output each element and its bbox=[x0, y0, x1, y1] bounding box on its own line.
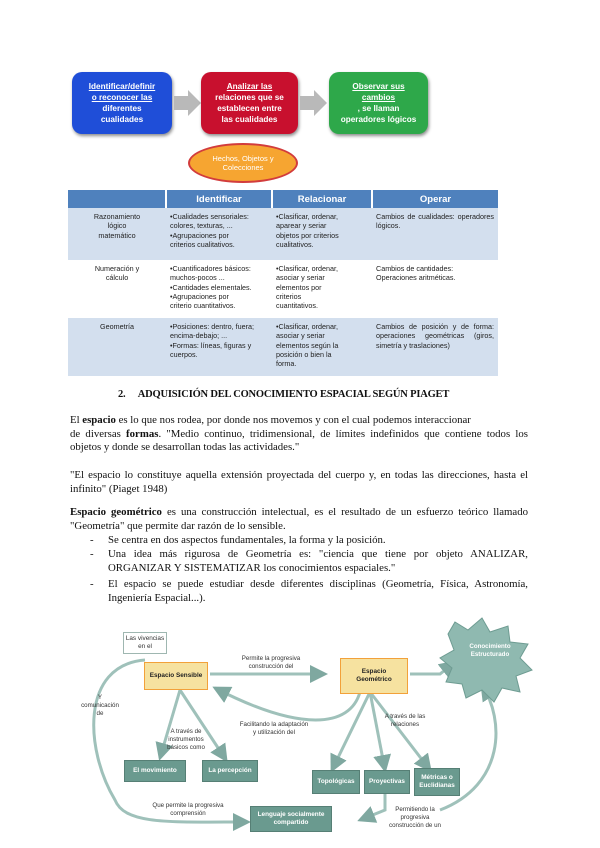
diagram-traves-relaciones bbox=[372, 713, 438, 729]
hechos-oval-text: Hechos, Objetos y Colecciones bbox=[212, 153, 274, 172]
diagram-metricas bbox=[414, 768, 460, 796]
cell-line: cuantitativos. bbox=[276, 301, 318, 311]
diagram-text-line: Espacio bbox=[361, 667, 387, 675]
bullet-dash: - bbox=[90, 534, 94, 546]
cell-line: •Clasificar, ordenar, bbox=[276, 264, 339, 273]
diagram-permitiendo bbox=[382, 806, 448, 830]
cell-relacionar bbox=[272, 208, 372, 260]
row-label-line: lógico bbox=[107, 221, 127, 231]
cell-line: muchos-pocos ... bbox=[170, 273, 225, 283]
diagram-vivencias bbox=[123, 632, 167, 654]
diagram-text-line: Conocimiento bbox=[469, 643, 511, 650]
cell-line: •Cualidades sensoriales: bbox=[170, 212, 249, 221]
text-bold: espacio bbox=[82, 414, 116, 426]
cell-line: cualitativos. bbox=[276, 240, 314, 250]
cell-line: colores, texturas, ... bbox=[170, 221, 233, 231]
diagram-text-line: Topológicas bbox=[317, 777, 355, 785]
section-title: ADQUISICIÓN DEL CONOCIMIENTO ESPACIAL SEGÚN PIAGET bbox=[137, 389, 450, 400]
row-label-line: cálculo bbox=[105, 273, 129, 283]
row-label-line: Razonamiento bbox=[93, 212, 141, 221]
cell-line: criterios bbox=[276, 292, 302, 302]
row-label bbox=[68, 208, 166, 260]
diagram-text-line: Geométrico bbox=[356, 676, 392, 683]
paragraph-espacio bbox=[70, 414, 528, 455]
flow-box-analizar-line: las cualidades bbox=[221, 115, 278, 125]
section-number: 2. bbox=[118, 389, 126, 400]
diagram-text-line: en el bbox=[138, 643, 152, 650]
cell-line: asociar y seriar bbox=[276, 331, 325, 341]
diagram-text-line: instrumentos bbox=[168, 736, 204, 744]
flow-box-identificar-line: cualidades bbox=[100, 115, 144, 125]
diagram-text-line: Métricas o bbox=[421, 773, 453, 781]
cell-operar: Cambios de cualidades: operadores lógicos. bbox=[372, 208, 498, 260]
cell-line: elementos según la bbox=[276, 340, 339, 350]
diagram-text-line: Euclidianas bbox=[419, 782, 455, 789]
table-header-operar: Operar bbox=[372, 190, 498, 208]
diagram-percepcion bbox=[202, 760, 258, 782]
diagram-text-line: de bbox=[96, 710, 104, 718]
diagram-text-line: progresiva bbox=[400, 814, 430, 822]
diagram-text-line: El movimiento bbox=[133, 766, 177, 774]
diagram-text-line: comunicación bbox=[81, 702, 119, 710]
flow-box-observar-line: operadores lógicos bbox=[340, 115, 417, 125]
row-label bbox=[68, 260, 166, 318]
row-label-line: Geometría bbox=[100, 322, 134, 331]
flow-box-observar-suffix: , se llaman bbox=[357, 104, 400, 113]
cell-line: •Formas: líneas, figuras y bbox=[170, 340, 252, 350]
cell-line: criterio cuantitativos. bbox=[170, 301, 236, 311]
table-header-identificar: Identificar bbox=[166, 190, 272, 208]
table-row bbox=[68, 260, 498, 318]
cell-line: criterios cualitativos. bbox=[170, 240, 235, 250]
cell-line: asociar y seriar bbox=[276, 273, 325, 283]
flow-arrow-1 bbox=[174, 90, 202, 116]
cell-line: •Posiciones: dentro, fuera; bbox=[170, 322, 255, 331]
row-label-line: Numeración y bbox=[94, 264, 140, 273]
flow-box-analizar-line: Analizar las bbox=[226, 81, 273, 91]
table-row bbox=[68, 208, 498, 260]
row-label bbox=[68, 318, 166, 376]
diagram-topologicas bbox=[312, 770, 360, 794]
text-run: . "Medio continuo, tridimensional, de límites indefinidos que contiene todos los objetos y donde se desarrollan todas las actividades." bbox=[70, 427, 528, 454]
diagram-permite-comprension bbox=[140, 802, 236, 818]
diagram-text-line: construcción del bbox=[248, 663, 294, 671]
cell-line: encima-debajo; ... bbox=[170, 331, 228, 341]
hechos-oval bbox=[188, 143, 298, 183]
bullet-dash: - bbox=[90, 578, 94, 590]
diagram-text-line: básicos como bbox=[167, 744, 205, 752]
diagram-text-line: Y bbox=[97, 694, 103, 701]
diagram-movimiento bbox=[124, 760, 186, 782]
flow-box-observar bbox=[329, 72, 428, 134]
cell-line: forma. bbox=[276, 359, 297, 369]
flow-box-analizar bbox=[201, 72, 298, 134]
flow-box-analizar-line: relaciones que se bbox=[215, 92, 284, 102]
flow-box-observar-line bbox=[341, 92, 417, 114]
diagram-text-line: Facilitando la adaptación bbox=[239, 721, 309, 728]
cell-line: •Clasificar, ordenar, bbox=[276, 212, 339, 221]
paragraph-espacio-geometrico bbox=[70, 506, 528, 533]
cell-line: elementos por bbox=[276, 282, 322, 292]
diagram-proyectivas bbox=[364, 770, 410, 794]
cell-identificar bbox=[166, 318, 272, 376]
cell-line: posición o bien la bbox=[276, 350, 332, 360]
diagram-text-line: Permite la progresiva bbox=[241, 655, 301, 662]
cell-operar: Cambios de cantidades: Operaciones aritméticas. bbox=[372, 260, 498, 318]
diagram-text-line: La percepción bbox=[208, 766, 252, 774]
text-run: El bbox=[70, 414, 83, 426]
text-bold: formas bbox=[126, 427, 159, 440]
flow-box-identificar-line: o reconocer las bbox=[91, 92, 153, 102]
diagram-conocimiento-label bbox=[458, 643, 522, 659]
paragraph-espacio-line1 bbox=[70, 414, 528, 428]
diagram-comunicacion bbox=[80, 694, 120, 718]
table-header-empty bbox=[68, 190, 166, 208]
row-label-line: matemático bbox=[98, 230, 136, 240]
diagram-text-line: construcción de un bbox=[389, 822, 441, 830]
diagram-espacio-sensible bbox=[144, 662, 208, 690]
cell-line: •Cantidades elementales. bbox=[170, 282, 252, 292]
diagram-text-line: comprensión bbox=[170, 810, 206, 818]
diagram-text-line: Estructurado bbox=[470, 651, 510, 659]
diagram-text-line: Lenguaje socialmente bbox=[257, 810, 325, 818]
table-header-row bbox=[68, 190, 498, 208]
cell-line: •Agrupaciones por bbox=[170, 230, 229, 240]
bullet-text: Una idea más rigurosa de Geometría es: "ciencia que tiene por objeto ANALIZAR, ORGANIZAR Y SISTEMATIZAR los conocimientos espaciales." bbox=[108, 548, 528, 574]
diagram-text-line: Proyectivas bbox=[369, 777, 405, 785]
flow-box-identificar bbox=[72, 72, 172, 134]
text-run: de diversas bbox=[70, 427, 127, 440]
cell-identificar bbox=[166, 260, 272, 318]
diagram-text-line: Las vivencias bbox=[125, 634, 165, 642]
flow-box-identificar-line: Identificar/definir bbox=[88, 81, 156, 91]
cell-line: objetos por criterios bbox=[276, 230, 339, 240]
flow-arrow-2 bbox=[300, 90, 328, 116]
diagram-permite-progresiva bbox=[228, 655, 314, 671]
diagram-text-line: A través de las bbox=[384, 713, 426, 720]
competencias-table bbox=[68, 190, 498, 376]
section-heading bbox=[118, 389, 449, 400]
paragraph-piaget-quote: "El espacio lo constituye aquella extensión proyectada del cuerpo y, en todas las direcciones, hasta el infinito" (Piaget 1948) bbox=[70, 469, 528, 495]
cell-line: •Clasificar, ordenar, bbox=[276, 322, 339, 331]
bullet-text: El espacio se puede estudiar desde diferentes disciplinas (Geometría, Física, Astronomía, Ingeniería Espacial...). bbox=[108, 578, 528, 604]
paragraph-espacio-line2 bbox=[70, 428, 528, 455]
bullet-text: Se centra en dos aspectos fundamentales, la forma y la posición. bbox=[108, 534, 386, 546]
cell-line: •Cuantificadores básicos: bbox=[170, 264, 251, 273]
diagram-text-line: Permitiendo la bbox=[395, 806, 435, 813]
cell-identificar bbox=[166, 208, 272, 260]
cell-relacionar bbox=[272, 318, 372, 376]
diagram-text-line: compartido bbox=[273, 819, 309, 826]
flow-box-identificar-line: diferentes bbox=[102, 104, 142, 113]
diagram-traves-instrumentos bbox=[158, 728, 214, 752]
table-row bbox=[68, 318, 498, 376]
cell-line: cuerpos. bbox=[170, 350, 198, 360]
text-bold: Espacio geométrico bbox=[70, 506, 162, 518]
table-header-relacionar: Relacionar bbox=[272, 190, 372, 208]
diagram-text-line: y utilización del bbox=[253, 729, 295, 737]
flow-box-observar-cambios: cambios bbox=[361, 92, 396, 102]
diagram-text-line: A través de bbox=[170, 728, 202, 735]
flow-box-observar-line: Observar sus bbox=[352, 81, 405, 91]
cell-line: •Agrupaciones por bbox=[170, 292, 229, 302]
diagram-text-line: Que permite la progresiva bbox=[152, 802, 224, 809]
bullet-dash: - bbox=[90, 548, 94, 560]
diagram-facilitando bbox=[226, 721, 322, 737]
diagram-text-line: relaciones bbox=[390, 721, 420, 729]
diagram-text-line: Espacio Sensible bbox=[149, 671, 203, 679]
conocimiento-star bbox=[440, 618, 532, 702]
diagram-espacio-geometrico bbox=[340, 658, 408, 694]
cell-operar: Cambios de posición y de forma: operaciones geométricas (giros, simetría y traslaciones) bbox=[372, 318, 498, 376]
flow-box-analizar-line: establecen entre bbox=[217, 104, 282, 113]
cell-relacionar bbox=[272, 260, 372, 318]
cell-line: aparear y seriar bbox=[276, 221, 327, 231]
text-run: es una construcción intelectual, es el resultado de un esfuerzo teórico llamado "Geometría" que permite dar razón de lo sensible. bbox=[70, 506, 528, 532]
diagram-lenguaje bbox=[250, 806, 332, 832]
text-run: es lo que nos rodea, por donde nos movemos y con el cual podemos interaccionar bbox=[115, 414, 471, 426]
